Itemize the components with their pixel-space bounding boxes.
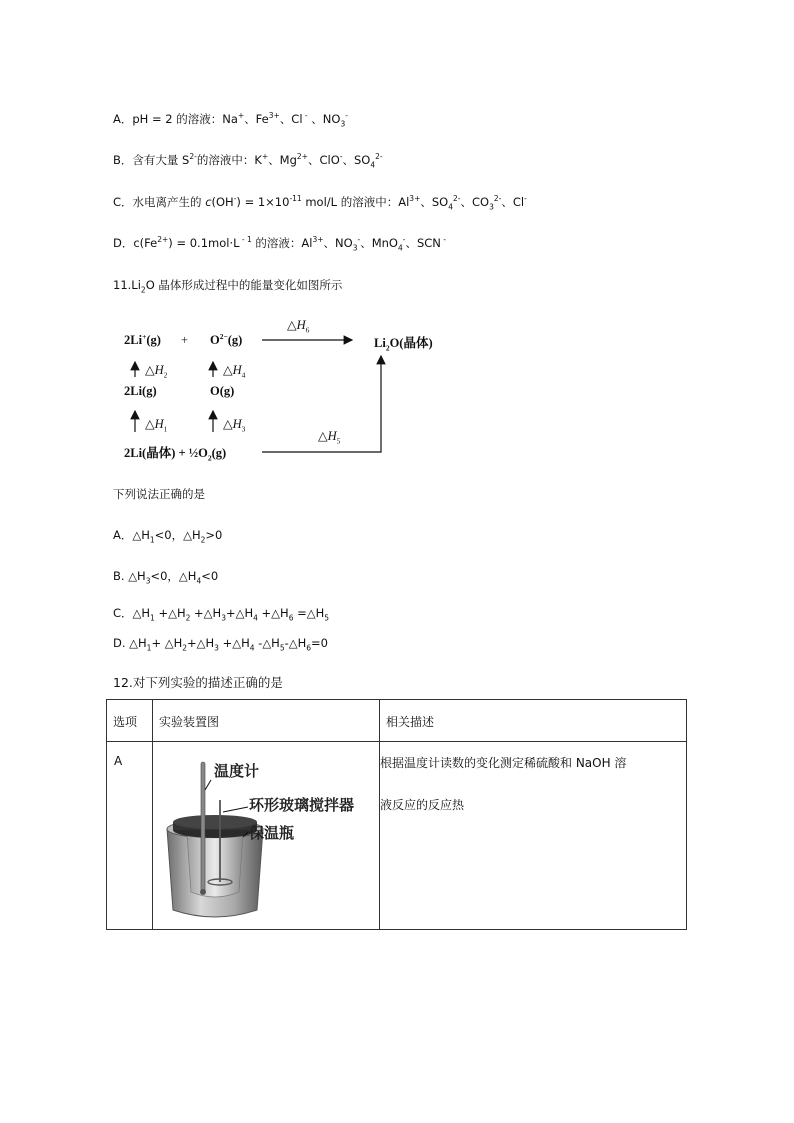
question-12-stem: 12.对下列实验的描述正确的是	[113, 675, 283, 690]
row-description	[380, 742, 687, 930]
dh2-label: $\triangle H_2$	[145, 363, 168, 380]
option-d-q11: D. $\triangle H_1+$ $\triangle H_2+\triangle H_3$ $+\triangle H_4$ $-\triangle H_5-\triangle H_6=0$	[113, 636, 328, 653]
question-11-stem: $11.Li_2O$ 晶体形成过程中的能量变化如图所示	[113, 278, 343, 295]
experiment-table	[106, 699, 687, 930]
li2o-label: $Li_2O$(晶体)	[374, 336, 433, 353]
dh1-label: $\triangle H_1$	[145, 417, 168, 434]
option-d-q10: D．$c(Fe^{2+}) = 0.1mol\cdot L$ $^{- 1}$ 的溶液：$Al^{3+}$、$NO_3^-$、MnO$_4$-、SCN -	[113, 235, 446, 253]
thermometer-label: 温度计	[214, 762, 260, 780]
question-11-prompt: 下列说法正确的是	[113, 487, 205, 501]
stirrer-label: 环形玻璃搅拌器	[249, 796, 355, 814]
table-row	[107, 742, 687, 930]
option-a-q11: A．$\triangle H_1<0$，$\triangle H_2>0$	[113, 528, 223, 545]
dh6-label: $\triangle H_6$	[287, 318, 310, 335]
option-b-q11: B. $\triangle H_3<0$，$\triangle H_4<0$	[113, 569, 219, 586]
option-a-q10: A．pH = 2 的溶液：Na+、$Fe^{3+}$、Cl - 、$NO_3^-$	[113, 111, 348, 129]
calorimeter-figure	[153, 742, 379, 929]
header-option: 选项	[107, 700, 153, 742]
flask-label: 保温瓶	[249, 824, 295, 842]
energy-diagram	[0, 0, 794, 470]
start-state-label: 2Li(晶体) + $\frac{1}{2}O_2(g)$	[124, 446, 227, 463]
o-gas-label: O(g)	[210, 384, 235, 398]
dh4-label: $\triangle H_4$	[223, 363, 246, 380]
li-ion-label: 2Li+(g)	[124, 331, 161, 347]
option-b-q10: B．含有大量 $S^{2-}$的溶液中：K+、$Mg^{2+}$、ClO-、$SO_4^{2-}$	[113, 152, 383, 170]
row-option: A	[107, 742, 153, 930]
apparatus-cell	[153, 742, 380, 930]
diagram-arrows	[0, 0, 794, 470]
plus-sign: +	[181, 333, 189, 347]
o-ion-label: $O^{2-}(g)$	[210, 331, 243, 347]
option-c-q11: C．$\triangle H_1$ $+\triangle H_2$ $+\triangle H_3+\triangle H_4$ $+\triangle H_6$ $=\triangle H_5$	[113, 606, 330, 623]
option-c-q10: C．水电离产生的 $c(OH^-) = 1\times 10^{-11}$ mol/L 的溶液中：$Al^{3+}$、$SO_4^{2-}$、$CO_3^{2-}$、Cl-	[113, 194, 527, 212]
dh5-label: $\triangle H_5$	[318, 429, 341, 446]
description-line-1: 根据温度计读数的变化测定稀硫酸和 NaOH 溶	[380, 756, 627, 770]
dh3-label: $\triangle H_3$	[223, 417, 246, 434]
table-header-row	[107, 700, 687, 742]
header-apparatus: 实验装置图	[153, 700, 380, 742]
li-gas-label: 2Li(g)	[124, 384, 157, 398]
description-line-2: 液反应的反应热	[380, 798, 465, 812]
header-description: 相关描述	[380, 700, 687, 742]
